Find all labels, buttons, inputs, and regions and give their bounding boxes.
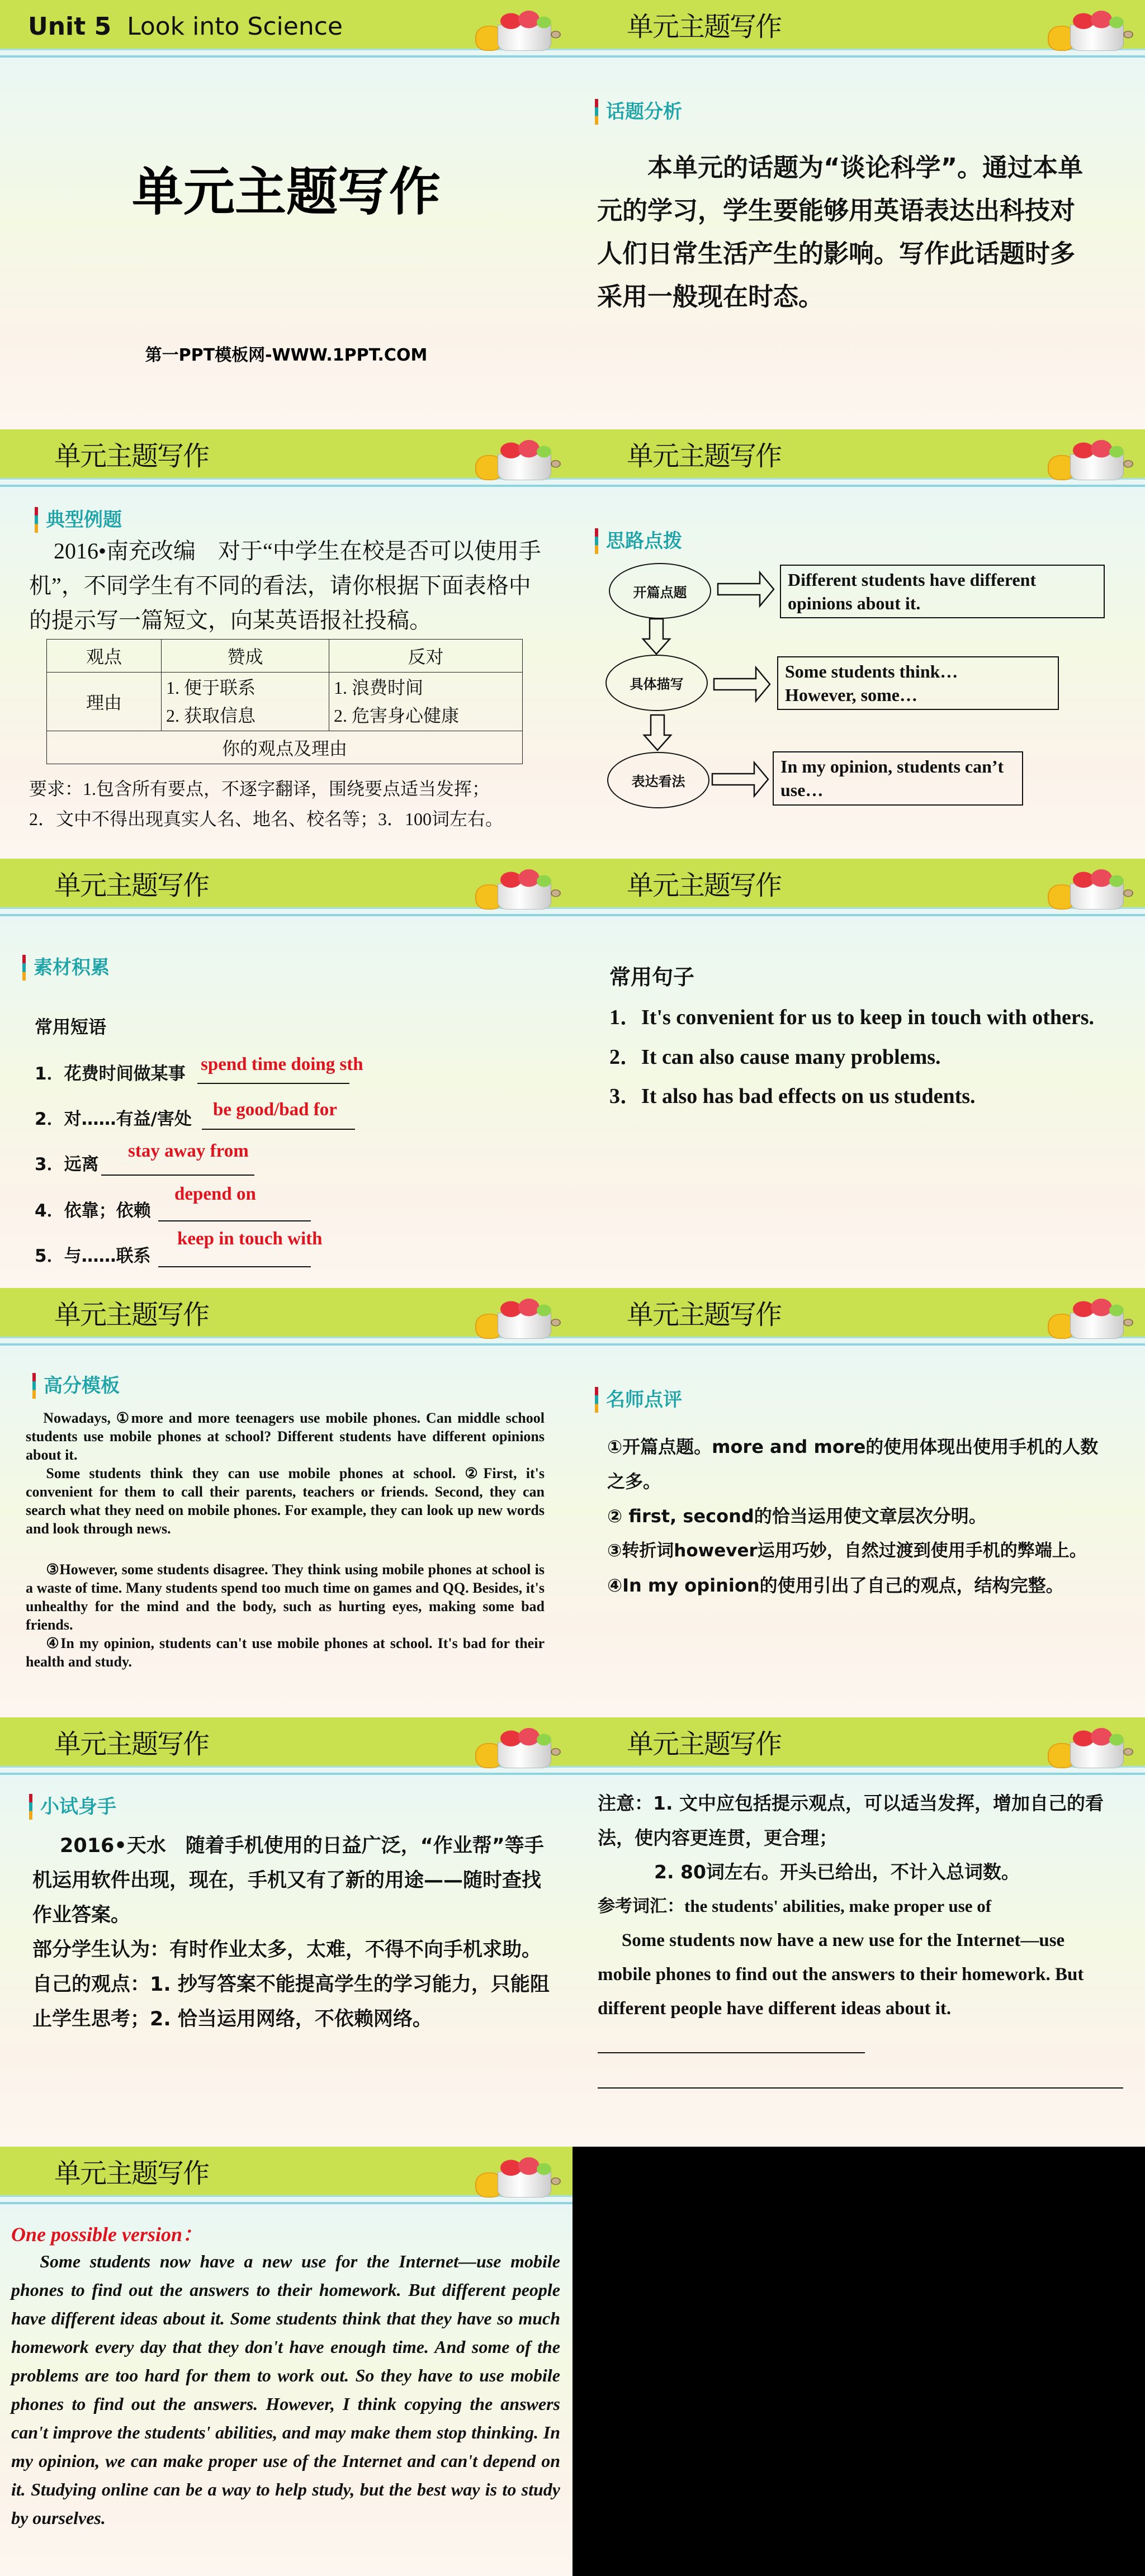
note-2: 2. 80词左右。开头已给出，不计入总词数。 <box>654 1861 1020 1883</box>
header-stripe <box>0 1343 572 1346</box>
phrase-question: 1．花费时间做某事 <box>35 1064 186 1084</box>
requirement-1: 要求：1.包含所有要点，不逐字翻译，围绕要点适当发挥； <box>29 779 490 799</box>
unit-title: Look into Science <box>127 12 343 41</box>
phrase-question: 5．与……联系 <box>35 1246 151 1266</box>
practice-body <box>32 1829 558 2037</box>
requirement-2: 2．文中不得出现真实人名、地名、校名等；3．100词左右。 <box>29 809 504 829</box>
fruit-bowl-icon <box>1045 1726 1140 1768</box>
section-marker-icon <box>595 99 598 125</box>
header-stripe <box>0 55 572 58</box>
box-line: use… <box>780 780 824 800</box>
header-stripe <box>0 485 572 487</box>
slide-notes <box>572 1717 1145 2147</box>
topic-paragraph: 本单元的话题为“谈论科学”。通过本单元的学习，学生要能够用英语表达出科技对人们日常生活产生的影响。写作此话题时多采用一般现在时态。 <box>597 153 1084 311</box>
header-title: 单元主题写作 <box>627 441 782 472</box>
phrase-question: 3．远离 <box>35 1154 99 1175</box>
fruit-bowl-icon <box>1045 9 1140 51</box>
sentence-item: 2．It can also cause many problems. <box>609 1045 941 1069</box>
answer-line <box>598 2087 1123 2089</box>
slide-model-essay <box>0 1288 572 1717</box>
comment-item: ③转折词however运用巧妙，自然过渡到使用手机的弊端上。 <box>607 1541 1087 1561</box>
slide-header <box>0 2147 572 2197</box>
sample-essay: Some students now have a new use for the Internet—use mobile phones to find out the answers to their homework. But different people have different ideas about it. Some students think that they have so much homework every day that they don't have enough time. And some of the problems are too hard for them to work out. So they have to use mobile phones to find out the answers. However, I think copying the answers can't improve the students' abilities, and may make them stop thinking. In my opinion, we can make proper use of the Internet and can't depend on it. Studying online can be a way to help study, but the best way is to study by ourselves. <box>11 2251 560 2528</box>
phrase-question: 2．对……有益/害处 <box>35 1109 192 1129</box>
slide-header <box>0 1288 572 1338</box>
header-stripe <box>0 914 572 916</box>
section-marker-icon <box>29 1794 32 1820</box>
header-title: 单元主题写作 <box>627 1299 782 1330</box>
box-line: Different students have different <box>788 570 1037 590</box>
box-line: opinions about it. <box>788 593 921 613</box>
table-cell: 1. 浪费时间 <box>334 678 424 698</box>
step-text-box <box>773 751 1023 806</box>
sentences-subtitle: 常用句子 <box>609 965 695 989</box>
section-heading: 典型例题 <box>35 509 122 531</box>
phrases-subtitle: 常用短语 <box>35 1016 107 1038</box>
step-text-box <box>780 565 1105 618</box>
header-title: 单元主题写作 <box>627 870 782 901</box>
right-arrow-icon <box>718 572 774 606</box>
slide-header <box>0 1717 572 1768</box>
fruit-bowl-icon <box>472 2156 567 2198</box>
sample-label: One possible version： <box>11 2223 202 2246</box>
answer-blank <box>202 1129 355 1130</box>
slide-practice <box>0 1717 572 2147</box>
table-cell: 1. 便于联系 <box>166 678 256 698</box>
section-heading: 素材积累 <box>22 956 110 979</box>
header-title: 单元主题写作 <box>54 870 209 901</box>
table-footer: 你的观点及理由 <box>47 731 523 764</box>
comment-item: ④In my opinion的使用引出了自己的观点，结构完整。 <box>607 1575 1064 1596</box>
down-arrow-icon <box>643 619 670 654</box>
answer-blank <box>197 1083 349 1084</box>
answer-blank <box>101 1175 254 1176</box>
practice-prompt: 2016•天水 随着手机使用的日益广泛，“作业帮”等手机运用软件出现，现在，手机又有了新的用途——随时查找作业答案。 <box>32 1835 544 1926</box>
main-title: 单元主题写作 <box>131 162 441 222</box>
essay-paragraph: Some students think they can use mobile phones at school. ②First, it's convenient for them to call their parents, teachers or friends. Second, they can search what they need on mobile phones. For example, they can look up new words and look through news. <box>26 1465 545 1537</box>
fruit-bowl-icon <box>1045 1297 1140 1339</box>
section-heading: 思路点拨 <box>595 530 682 552</box>
slide-header <box>0 429 572 480</box>
header-stripe <box>0 2202 572 2204</box>
fruit-bowl-icon <box>1045 868 1140 910</box>
section-marker-icon <box>22 955 26 981</box>
slide-header <box>572 0 1145 50</box>
slide-header <box>0 859 572 909</box>
phrase-answer: keep in touch with <box>177 1229 323 1249</box>
practice-view: 部分学生认为：有时作业太多，太难，不得不向手机求助。 <box>32 1939 542 1961</box>
essay-paragraph: ③However, some students disagree. They think using mobile phones at school is a waste of time. Many students spend too much time on games and QQ. Besides, it's unhealthy for the mind and the body, such as hurting eyes, making some bad friends. <box>26 1561 545 1633</box>
slide-header <box>572 1717 1145 1768</box>
slide-sentences <box>572 859 1145 1288</box>
answer-line <box>598 2052 865 2053</box>
box-line: In my opinion, students can’t <box>780 756 1004 776</box>
section-marker-icon <box>35 507 38 533</box>
slide-sample-answer <box>0 2147 572 2576</box>
box-line: However, some… <box>785 685 917 705</box>
step-ellipse: 开篇点题 <box>609 563 711 619</box>
header-title: 单元主题写作 <box>54 1299 209 1330</box>
essay-paragraph: ④In my opinion, students can't use mobile phones at school. It's bad for their health and study. <box>26 1635 545 1670</box>
box-line: Some students think… <box>785 661 958 681</box>
answer-blank <box>158 1266 311 1267</box>
comments-list <box>607 1429 1110 1603</box>
comment-item: ①开篇点题。more and more的使用体现出使用手机的人数之多。 <box>607 1436 1099 1492</box>
practice-own-view: 自己的观点：1. 抄写答案不能提高学生的学习能力，只能阻止学生思考；2. 恰当运用网络，不依赖网络。 <box>32 1973 550 2030</box>
phrase-answer: depend on <box>174 1184 256 1204</box>
phrase-question: 4．依靠；依赖 <box>35 1201 151 1221</box>
right-arrow-icon <box>714 667 770 701</box>
header-title: 单元主题写作 <box>54 2158 209 2189</box>
essay-body <box>26 1409 545 1671</box>
slide-header <box>0 0 572 50</box>
header-title: 单元主题写作 <box>627 11 782 42</box>
fruit-bowl-icon <box>472 868 567 910</box>
table-cell: 2. 危害身心健康 <box>334 705 460 726</box>
header-title: 单元主题写作 <box>627 1729 782 1760</box>
sentence-item: 1．It's convenient for us to keep in touch with others. <box>609 1006 1094 1029</box>
slide-teacher-comments <box>572 1288 1145 1717</box>
section-heading: 话题分析 <box>595 101 682 123</box>
fruit-bowl-icon <box>472 1726 567 1768</box>
table-cell: 2. 获取信息 <box>166 705 256 726</box>
header-stripe <box>572 55 1145 58</box>
step-ellipse: 具体描写 <box>605 655 708 711</box>
header-stripe <box>0 1773 572 1775</box>
header-title: 单元主题写作 <box>54 1729 209 1760</box>
slide-title <box>0 0 572 429</box>
header-title: 单元主题写作 <box>54 441 209 472</box>
slide-topic-analysis <box>572 0 1145 429</box>
section-marker-icon <box>595 1387 598 1413</box>
step-text-box <box>777 656 1059 710</box>
right-arrow-icon <box>712 763 768 796</box>
unit-heading <box>28 11 343 42</box>
section-heading: 高分模板 <box>32 1375 120 1397</box>
pro-reasons <box>162 673 329 731</box>
header-stripe <box>572 1343 1145 1346</box>
step-ellipse: 表达看法 <box>607 752 709 808</box>
prompt-text: 2016•南充改编 对于“中学生在校是否可以使用手机”，不同学生有不同的看法，请你根据下面表格中的提示写一篇短文，向某英语报社投稿。 <box>29 538 541 633</box>
essay-paragraph: Nowadays, ①more and more teenagers use mobile phones. Can middle school students use mobile phones at school? Different students have different opinions about it. <box>26 1410 545 1463</box>
header-stripe <box>572 914 1145 916</box>
fruit-bowl-icon <box>472 9 567 51</box>
slide-header <box>572 1288 1145 1338</box>
fruit-bowl-icon <box>472 1297 567 1339</box>
slide-example-question <box>0 429 572 859</box>
table-header: 赞成 <box>162 640 329 673</box>
sentence-item: 3．It also has bad effects on us students. <box>609 1085 976 1108</box>
answer-blank <box>158 1220 311 1221</box>
fruit-bowl-icon <box>472 438 567 480</box>
empty-area <box>572 2147 1145 2576</box>
phrase-answer: spend time doing sth <box>201 1054 363 1074</box>
note-1: 注意：1. 文中应包括提示观点，可以适当发挥，增加自己的看法，使内容更连贯，更合理； <box>598 1792 1104 1849</box>
section-heading: 名师点评 <box>595 1389 682 1411</box>
slide-materials <box>0 859 572 1288</box>
slide-header <box>572 859 1145 909</box>
section-heading: 小试身手 <box>29 1796 116 1818</box>
table-header: 观点 <box>47 640 162 673</box>
essay-opening: Some students now have a new use for the Internet—use mobile phones to find out the answers to their homework. But different people have different ideas about it. <box>598 1930 1084 2019</box>
unit-number: Unit 5 <box>28 12 112 41</box>
table-row-label: 理由 <box>47 673 162 731</box>
con-reasons <box>329 673 523 731</box>
reference-vocab: 参考词汇：the students' abilities, make proper use of <box>598 1896 992 1916</box>
opinion-table <box>46 639 523 764</box>
section-marker-icon <box>32 1373 36 1399</box>
header-stripe <box>572 1773 1145 1775</box>
table-header: 反对 <box>329 640 523 673</box>
phrase-answer: be good/bad for <box>213 1100 337 1120</box>
phrase-answer: stay away from <box>128 1141 249 1161</box>
slide-outline <box>572 429 1145 859</box>
footer-text: 第一PPT模板网-WWW.1PPT.COM <box>145 345 428 365</box>
comment-item: ② first, second的恰当运用使文章层次分明。 <box>607 1505 987 1527</box>
down-arrow-icon <box>644 715 671 750</box>
